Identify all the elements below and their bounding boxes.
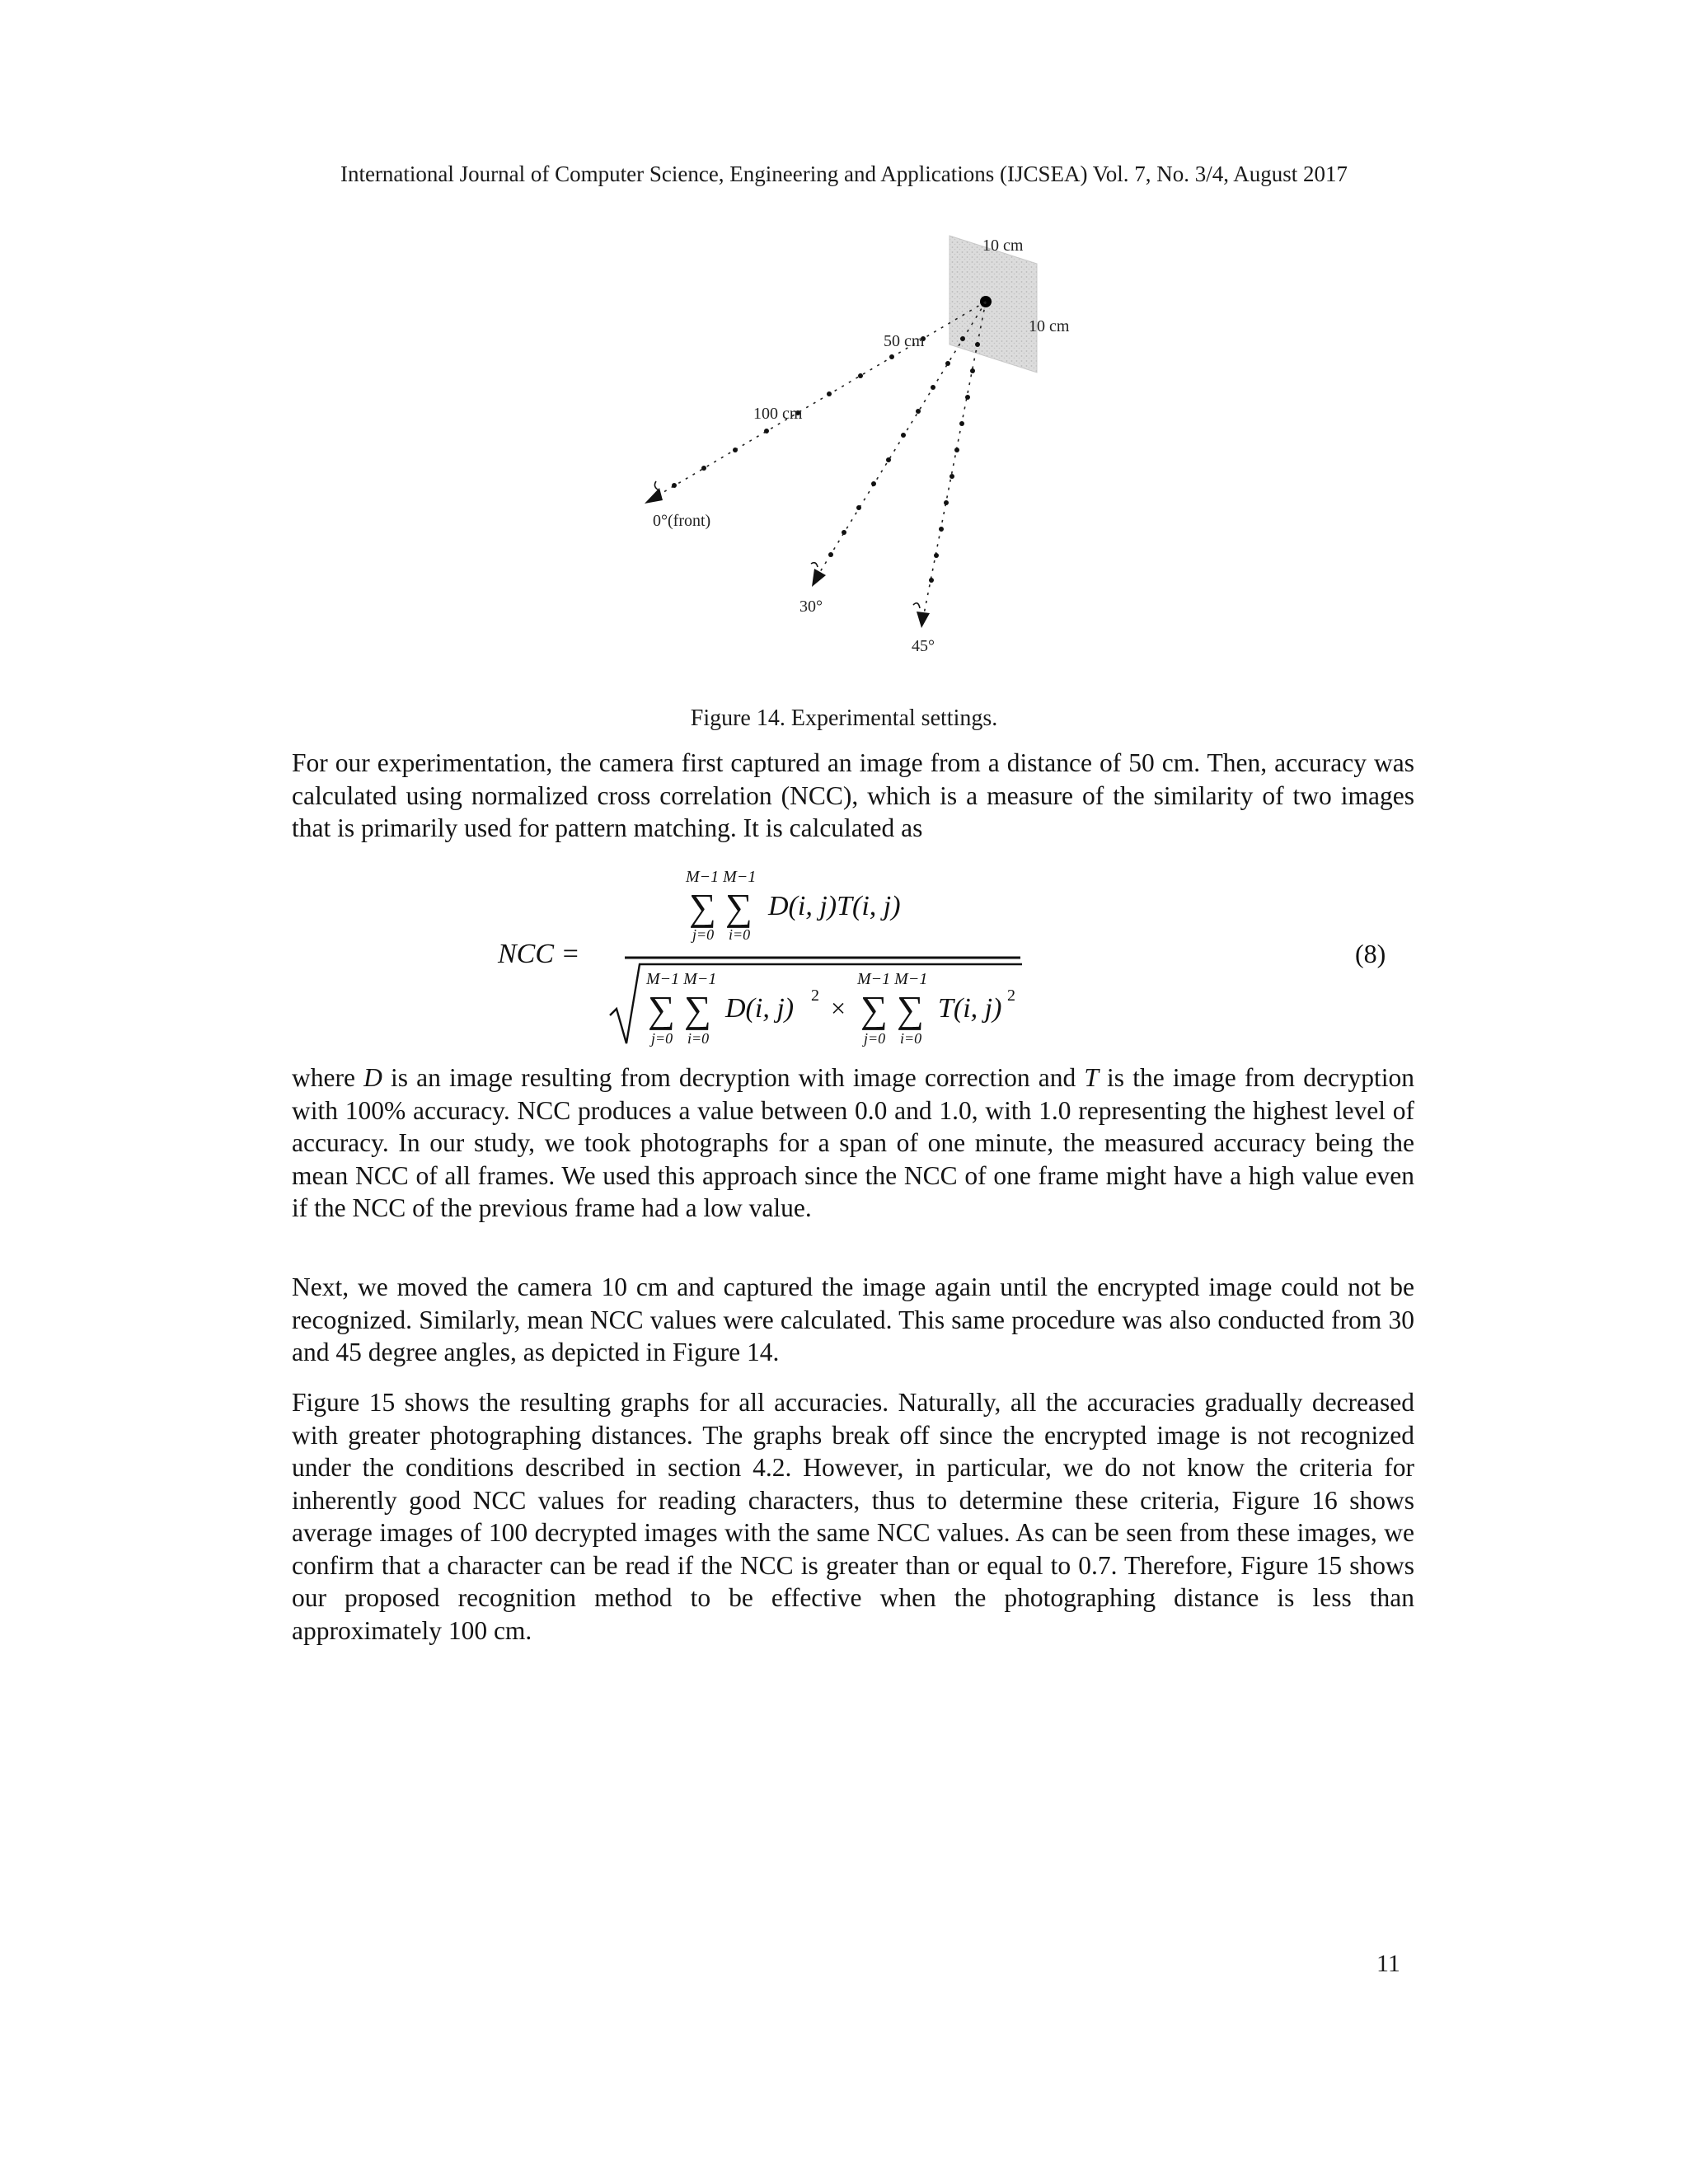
ncc-equation [495,864,1442,1050]
camera-45-arrow [917,612,930,628]
eq-square-left: 2 [811,987,819,1005]
camera-30-hook [811,563,818,567]
eq-denom-sigma-j-right: ∑ [860,988,888,1030]
paragraph-ncc-explanation [292,1062,1414,1225]
eq-denom-j-right: j=0 [864,1030,886,1047]
path-marker-dots [672,336,980,583]
camera-45-hook [913,603,920,608]
eq-numer-i: i=0 [729,926,751,943]
paragraph-ncc-intro: For our experimentation, the camera first captured an image from a distance of 50 cm. Then, accuracy was calculated using normalized cross correlation (NCC), which is a measure of the similarity of two images that is primarily used for pattern matching. It is calculated as [292,748,1414,842]
eq-denom-sigma-i-right: ∑ [897,988,924,1030]
target-plate [950,236,1037,373]
eq-numer-sigma-j: ∑ [689,886,716,928]
eq-denom-limits-left: M−1 M−1 [646,970,717,988]
eq-lhs: NCC = [498,939,580,969]
eq-denom-left-body: D(i, j) [725,993,795,1024]
figure-caption: Figure 14. Experimental settings. [690,705,998,731]
symbol-t: T [1084,1063,1099,1092]
label-size-top: 10 cm [982,237,1024,255]
p2-mid: is an image resulting from decryption with image correction and [382,1063,1085,1092]
eq-denom-i-right: i=0 [900,1030,922,1047]
eq-numer-j: j=0 [692,926,715,943]
eq-numer-sigma-i: ∑ [725,886,753,928]
eq-denom-sigma-j-left: ∑ [648,988,675,1030]
label-distance-100: 100 cm [753,405,803,423]
camera-paths [651,302,986,618]
label-size-side: 10 cm [1029,317,1070,335]
eq-denom-limits-right: M−1 M−1 [857,970,928,988]
eq-times: × [831,993,846,1023]
experimental-settings-figure [610,231,1104,668]
p2-pre: where [292,1063,364,1092]
equation-graphic [495,864,1442,1050]
label-distance-50: 50 cm [884,332,925,350]
camera-0-hook [654,481,658,490]
equation-number: (8) [1355,939,1386,968]
eq-denom-right-body: T(i, j) [938,993,1002,1024]
eq-numer-limits-top: M−1 M−1 [686,868,757,886]
label-angle-0: 0°(front) [653,512,711,530]
paragraph-results: Figure 15 shows the resulting graphs for all accuracies. Naturally, all the accuracies gradually decreased with greater photographing distances. The graphs break off since the encrypted image is not recognized under the conditions described in section 4.2. However, in particular, we do not know the criteria for inherently good NCC values for reading characters, thus to determine these criteria, Figure 16 shows average images of 100 decrypted images with the same NCC values. As can be seen from these images, we confirm that a character can be read if the NCC is greater than or equal to 0.7. Therefore, Figure 15 shows our proposed recognition method to be effective when the photographing distance is less than approximately 100 cm. [292,1388,1414,1645]
page-number: 11 [1376,1950,1400,1977]
camera-0-arrow [645,488,663,504]
p2-post: is the image from decryption with 100% accuracy. NCC produces a value between 0.0 and 1.0, with 1.0 representing the highest level of accuracy. In our study, we took photographs for a span of one minute, the measured accuracy being the mean NCC of all frames. We used this approach since the NCC of one frame might have a high value even if the NCC of the previous frame had a low value. [292,1063,1414,1222]
eq-denom-sigma-i-left: ∑ [684,988,711,1030]
experiment-diagram [610,231,1104,668]
running-header: International Journal of Computer Science, Engineering and Applications (IJCSEA) Vol. 7, No. 3/4, August 2017 [340,162,1348,186]
eq-denom-i-left: i=0 [687,1030,710,1047]
label-angle-30: 30° [799,598,823,616]
camera-30-arrow [812,569,826,587]
eq-denom-j-left: j=0 [651,1030,673,1047]
eq-numer-body: D(i, j)T(i, j) [768,891,901,921]
symbol-d: D [363,1063,382,1092]
paragraph-procedure: Next, we moved the camera 10 cm and captured the image again until the encrypted image could not be recognized. Similarly, mean NCC values were calculated. This same procedure was also conducted from 30 and 45 degree angles, as depicted in Figure 14. [292,1272,1414,1366]
eq-square-right: 2 [1007,987,1015,1005]
label-angle-45: 45° [912,637,935,655]
